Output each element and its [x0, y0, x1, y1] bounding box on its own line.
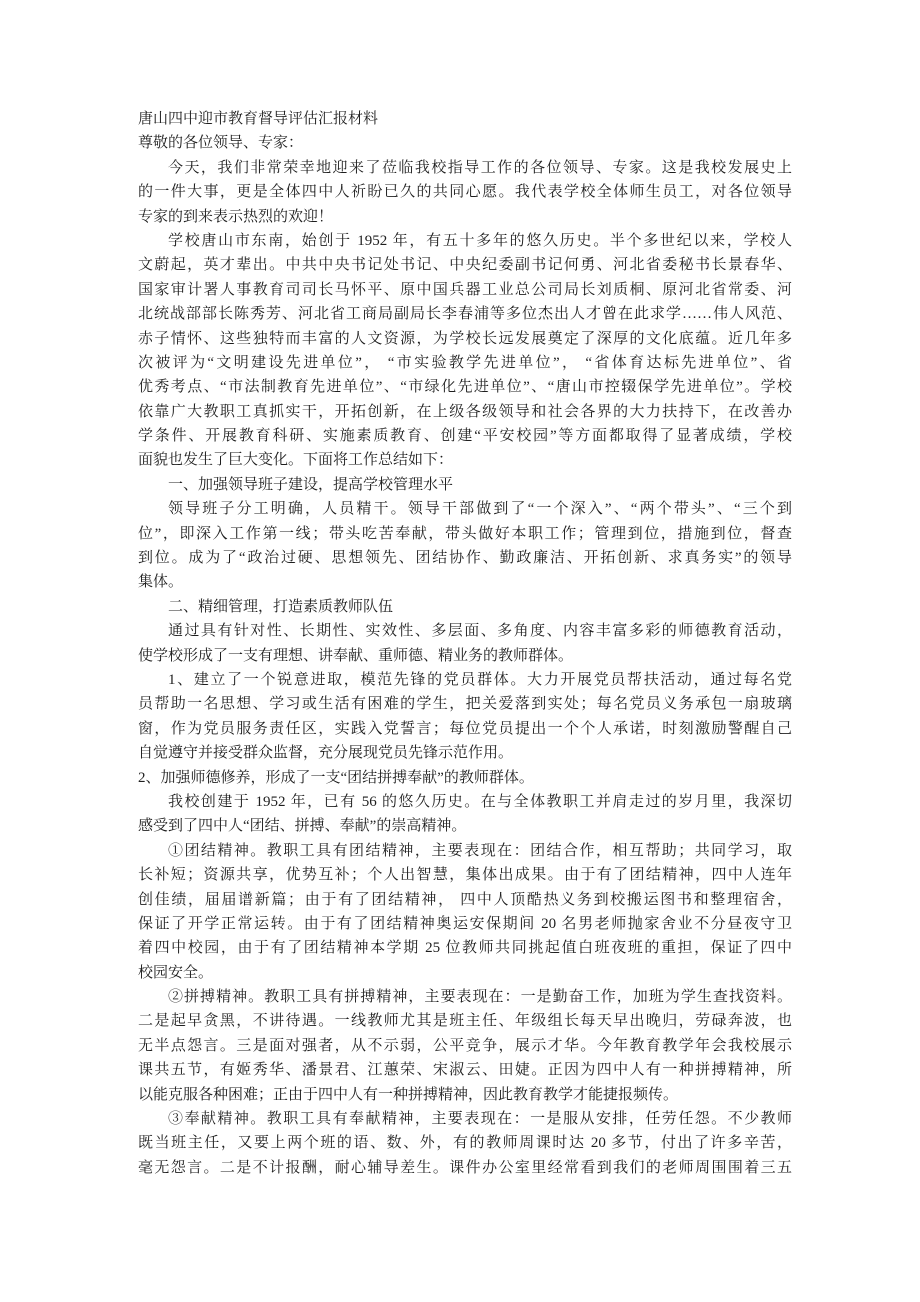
text-line: 自觉遵守并接受群众监督，充分展现党员先锋示范作用。	[138, 745, 514, 762]
text-line: 的一件大事，更是全体四中人祈盼已久的共同心愿。我代表学校全体师生员工，对各位领导	[138, 184, 792, 201]
text-line: 尊敬的各位领导、专家：	[138, 135, 304, 152]
text-line: 使学校形成了一支有理想、讲奉献、重师德、精业务的教师群体。	[138, 647, 574, 664]
text-line: 课共五节，有姬秀华、潘景君、江蕙荣、宋淑云、田婕。正因为四中人有一种拼搏精神，所	[138, 1062, 792, 1079]
text-line: 今天，我们非常荣幸地迎来了莅临我校指导工作的各位领导、专家。这是我校发展史上	[168, 159, 792, 176]
text-line: 创佳绩，届届谱新篇；由于有了团结精神， 四中人顶酷热义务到校搬运图书和整理宿舍，	[138, 891, 792, 908]
text-line: 窗，作为党员服务责任区，实践入党誓言；每位党员提出一个个人承诺，时刻激励警醒自己	[138, 720, 792, 737]
text-line: 集体。	[138, 574, 184, 591]
text-line: 一、加强领导班子建设，提高学校管理水平	[168, 476, 454, 493]
text-line: 2、加强师德修养，形成了一支“团结拼搏奉献”的教师群体。	[138, 769, 534, 786]
text-line: 领导班子分工明确，人员精干。领导干部做到了“一个深入”、“两个带头”、“三个到	[168, 501, 792, 518]
text-line: 赤子情怀、这些独特而丰富的人文资源，为学校长远发展奠定了深厚的文化底蕴。近几年多	[138, 330, 792, 347]
text-line: 以能克服各种困难；正由于四中人有一种拼搏精神，因此教育教学才能捷报频传。	[138, 1086, 679, 1103]
text-line: 面貌也发生了巨大变化。下面将工作总结如下：	[138, 452, 454, 469]
text-line: 通过具有针对性、长期性、实效性、多层面、多角度、内容丰富多彩的师德教育活动，	[168, 623, 792, 640]
text-line: 长补短；资源共享，优势互补；个人出智慧，集体出成果。由于有了团结精神，四中人连年	[138, 867, 792, 884]
text-line: ③奉献精神。教职工具有奉献精神，主要表现在：一是服从安排，任劳任怨。不少教师	[168, 1111, 792, 1128]
text-line: 1、建立了一个锐意进取，模范先锋的党员群体。大力开展党员帮扶活动，通过每名党	[168, 671, 792, 688]
text-line: 到位。成为了“政治过硬、思想领先、团结协作、勤政廉洁、开拓创新、求真务实”的领导	[138, 550, 792, 567]
text-line: 保证了开学正常运转。由于有了团结精神奥运安保期间 20 名男老师抛家舍业不分昼夜守卫	[138, 915, 792, 932]
text-line: 二、精细管理，打造素质教师队伍	[168, 598, 394, 615]
text-line: ②拼搏精神。教职工具有拼搏精神，主要表现在：一是勤奋工作，加班为学生查找资料。	[168, 989, 792, 1006]
text-line: 依靠广大教职工真抓实干，开拓创新，在上级各级领导和社会各界的大力扶持下，在改善办	[138, 403, 792, 420]
text-line: 既当班主任，又要上两个班的语、数、外，有的教师周课时达 20 多节，付出了许多辛苦，	[138, 1135, 792, 1152]
text-line: 专家的到来表示热烈的欢迎！	[138, 208, 334, 225]
text-line: 毫无怨言。二是不计报酬，耐心辅导差生。课件办公室里经常看到我们的老师周围围着三五	[138, 1159, 792, 1176]
text-line: 学校唐山市东南，始创于 1952 年，有五十多年的悠久历史。半个多世纪以来，学校人	[168, 232, 792, 249]
text-line: 北统战部部长陈秀芳、河北省工商局副局长李春浦等多位杰出人才曾在此求学……伟人风范、	[138, 306, 792, 323]
text-line: ①团结精神。教职工具有团结精神，主要表现在：团结合作，相互帮助；共同学习，取	[168, 842, 792, 859]
text-line: 二是起早贪黑，不讲待遇。一线教师尤其是班主任、年级组长每天早出晚归，劳碌奔波，也	[138, 1013, 792, 1030]
text-line: 校园安全。	[138, 964, 214, 981]
text-line: 员帮助一名思想、学习或生活有困难的学生，把关爱落到实处；每名党员义务承包一扇玻璃	[138, 696, 792, 713]
text-line: 我校创建于 1952 年，已有 56 的悠久历史。在与全体教职工并肩走过的岁月里，我深切	[168, 793, 792, 810]
text-line: 学条件、开展教育科研、实施素质教育、创建“平安校园”等方面都取得了显著成绩，学校	[138, 428, 792, 445]
text-line: 感受到了四中人“团结、拼搏、奉献”的崇高精神。	[138, 818, 467, 835]
text-line: 文蔚起，英才辈出。中共中央书记处书记、中央纪委副书记何勇、河北省委秘书长景春华、	[138, 257, 792, 274]
text-line: 位”，即深入工作第一线；带头吃苦奉献，带头做好本职工作；管理到位，措施到位，督查	[138, 525, 792, 542]
text-line: 优秀考点、“市法制教育先进单位”、“市绿化先进单位”、“唐山市控辍保学先进单位”。学校	[138, 379, 792, 396]
text-line: 无半点怨言。三是面对强者，从不示弱，公平竞争，展示才华。今年教育教学年会我校展示	[138, 1037, 792, 1054]
text-line: 次被评为“文明建设先进单位”， “市实验教学先进单位”， “省体育达标先进单位”、省	[138, 354, 792, 371]
text-line: 国家审计署人事教育司司长马怀平、原中国兵器工业总公司局长刘质桐、原河北省常委、河	[138, 281, 792, 298]
text-line: 着四中校园，由于有了团结精神本学期 25 位教师共同挑起值白班夜班的重担，保证了四中	[138, 940, 792, 957]
document-text-block	[138, 107, 792, 1180]
document-title: 唐山四中迎市教育督导评估汇报材料	[138, 111, 379, 127]
